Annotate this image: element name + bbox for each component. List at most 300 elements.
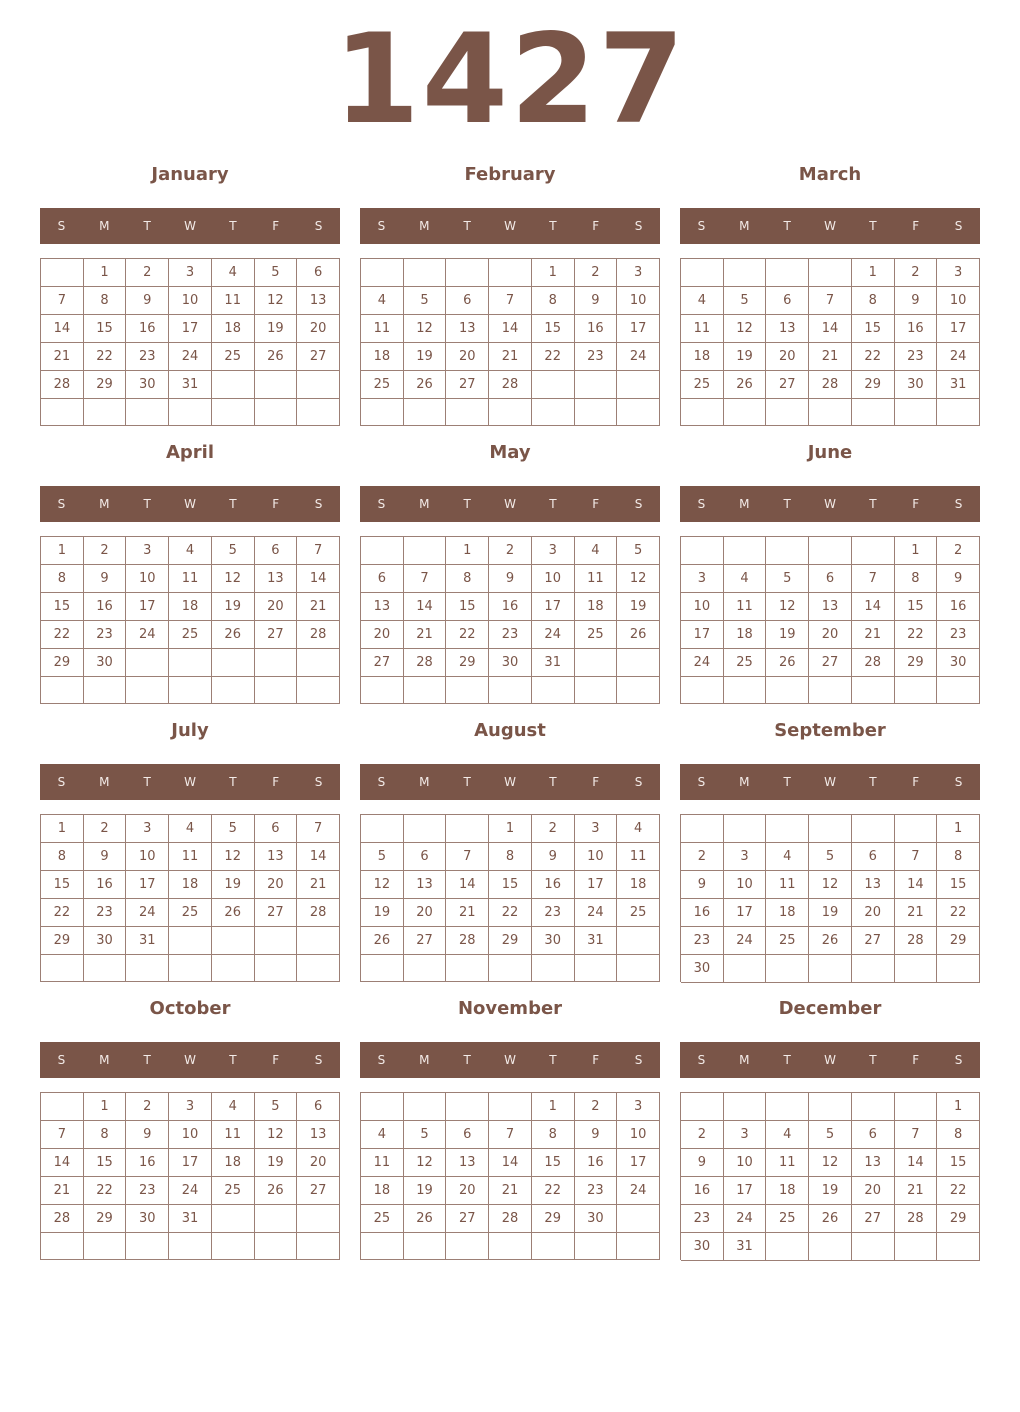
day-cell: 4 — [575, 537, 618, 565]
day-cell: 24 — [937, 343, 980, 371]
day-cell: 21 — [404, 621, 447, 649]
day-cell: 28 — [404, 649, 447, 677]
empty-day-cell — [126, 649, 169, 677]
day-cell: 11 — [212, 287, 255, 315]
day-cell: 23 — [126, 1177, 169, 1205]
day-cell: 11 — [766, 1149, 809, 1177]
empty-day-cell — [895, 955, 938, 983]
empty-day-cell — [895, 399, 938, 426]
day-cell: 23 — [84, 899, 127, 927]
weekday-label: T — [463, 1053, 471, 1067]
empty-day-cell — [297, 371, 340, 399]
day-cell: 4 — [724, 565, 767, 593]
day-cell: 2 — [681, 1121, 724, 1149]
empty-day-cell — [41, 1093, 84, 1121]
day-cell: 3 — [937, 259, 980, 287]
day-cell: 20 — [446, 1177, 489, 1205]
day-cell: 4 — [766, 843, 809, 871]
day-cell: 19 — [766, 621, 809, 649]
day-cell: 12 — [766, 593, 809, 621]
day-cell: 10 — [126, 565, 169, 593]
weekday-label: T — [463, 219, 471, 233]
day-cell: 17 — [724, 1177, 767, 1205]
day-cell: 15 — [84, 315, 127, 343]
day-cell: 4 — [212, 259, 255, 287]
empty-day-cell — [852, 1233, 895, 1261]
weekday-label: W — [824, 1053, 836, 1067]
day-cell: 5 — [809, 843, 852, 871]
day-cell: 13 — [297, 1121, 340, 1149]
day-cell: 30 — [126, 371, 169, 399]
weekday-label: F — [592, 1053, 600, 1067]
day-cell: 30 — [895, 371, 938, 399]
empty-day-cell — [404, 1093, 447, 1121]
day-cell: 12 — [617, 565, 660, 593]
empty-day-cell — [404, 815, 447, 843]
day-cell: 8 — [41, 565, 84, 593]
weekday-label: S — [954, 775, 963, 789]
day-cell: 25 — [212, 343, 255, 371]
day-cell: 28 — [895, 927, 938, 955]
day-cell: 21 — [297, 593, 340, 621]
day-cell: 3 — [617, 259, 660, 287]
empty-day-cell — [126, 1233, 169, 1260]
weekday-label: S — [954, 219, 963, 233]
day-cell: 10 — [126, 843, 169, 871]
day-cell: 16 — [895, 315, 938, 343]
day-cell: 4 — [361, 287, 404, 315]
day-cell: 27 — [852, 927, 895, 955]
weekday-label: S — [634, 1053, 643, 1067]
day-cell: 22 — [937, 899, 980, 927]
weekday-label: S — [697, 497, 706, 511]
weekday-label: T — [549, 219, 557, 233]
empty-day-cell — [617, 677, 660, 704]
day-cell: 29 — [446, 649, 489, 677]
empty-day-cell — [852, 1093, 895, 1121]
empty-day-cell — [617, 1233, 660, 1260]
day-cell: 9 — [126, 287, 169, 315]
day-cell: 10 — [532, 565, 575, 593]
empty-day-cell — [297, 1233, 340, 1260]
day-cell: 1 — [489, 815, 532, 843]
day-cell: 12 — [255, 1121, 298, 1149]
day-cell: 3 — [681, 565, 724, 593]
day-cell: 25 — [575, 621, 618, 649]
empty-day-cell — [724, 1093, 767, 1121]
day-cell: 13 — [766, 315, 809, 343]
weekday-label: F — [912, 1053, 920, 1067]
day-cell: 27 — [255, 621, 298, 649]
day-cell: 22 — [532, 1177, 575, 1205]
empty-day-cell — [361, 1093, 404, 1121]
empty-day-cell — [681, 537, 724, 565]
day-cell: 24 — [532, 621, 575, 649]
day-cell: 5 — [255, 1093, 298, 1121]
day-cell: 13 — [852, 1149, 895, 1177]
empty-day-cell — [532, 371, 575, 399]
empty-day-cell — [617, 399, 660, 426]
empty-day-cell — [169, 1233, 212, 1260]
day-grid — [40, 814, 340, 982]
day-cell: 10 — [575, 843, 618, 871]
day-cell: 14 — [41, 1149, 84, 1177]
day-cell: 21 — [41, 343, 84, 371]
empty-day-cell — [361, 955, 404, 982]
weekday-label: M — [419, 497, 430, 511]
day-cell: 8 — [446, 565, 489, 593]
day-cell: 29 — [532, 1205, 575, 1233]
day-cell: 3 — [126, 815, 169, 843]
weekday-label: T — [783, 497, 791, 511]
empty-day-cell — [852, 955, 895, 983]
day-cell: 16 — [681, 899, 724, 927]
day-cell: 20 — [404, 899, 447, 927]
day-cell: 8 — [937, 1121, 980, 1149]
day-cell: 23 — [575, 343, 618, 371]
day-cell: 4 — [169, 815, 212, 843]
day-cell: 23 — [489, 621, 532, 649]
day-cell: 5 — [212, 537, 255, 565]
day-cell: 27 — [361, 649, 404, 677]
weekday-label: F — [912, 219, 920, 233]
day-cell: 24 — [126, 899, 169, 927]
empty-day-cell — [617, 927, 660, 955]
day-cell: 9 — [532, 843, 575, 871]
weekday-label: M — [739, 497, 750, 511]
day-cell: 22 — [937, 1177, 980, 1205]
day-cell: 2 — [937, 537, 980, 565]
empty-day-cell — [681, 677, 724, 704]
day-cell: 2 — [126, 1093, 169, 1121]
day-cell: 26 — [809, 1205, 852, 1233]
day-cell: 17 — [169, 315, 212, 343]
day-cell: 18 — [212, 1149, 255, 1177]
empty-day-cell — [212, 649, 255, 677]
day-cell: 18 — [212, 315, 255, 343]
empty-day-cell — [212, 927, 255, 955]
day-cell: 31 — [169, 1205, 212, 1233]
empty-day-cell — [617, 649, 660, 677]
weekday-header — [680, 764, 980, 800]
day-cell: 22 — [84, 343, 127, 371]
day-cell: 19 — [212, 871, 255, 899]
day-cell: 14 — [297, 565, 340, 593]
day-cell: 27 — [297, 343, 340, 371]
month-name: March — [798, 164, 862, 185]
weekday-label: F — [912, 497, 920, 511]
day-cell: 10 — [724, 871, 767, 899]
day-cell: 20 — [766, 343, 809, 371]
empty-day-cell — [532, 677, 575, 704]
empty-day-cell — [361, 1233, 404, 1260]
day-cell: 26 — [766, 649, 809, 677]
empty-day-cell — [169, 677, 212, 704]
day-cell: 23 — [681, 927, 724, 955]
day-cell: 25 — [766, 1205, 809, 1233]
day-grid — [680, 536, 980, 704]
weekday-label: S — [314, 219, 323, 233]
weekday-label: T — [783, 775, 791, 789]
day-cell: 13 — [361, 593, 404, 621]
weekday-label: S — [57, 219, 66, 233]
day-cell: 2 — [575, 259, 618, 287]
day-cell: 1 — [532, 259, 575, 287]
empty-day-cell — [404, 399, 447, 426]
weekday-label: M — [739, 1053, 750, 1067]
day-cell: 4 — [766, 1121, 809, 1149]
day-grid — [40, 536, 340, 704]
day-cell: 26 — [255, 343, 298, 371]
day-cell: 29 — [84, 1205, 127, 1233]
empty-day-cell — [681, 1093, 724, 1121]
empty-day-cell — [895, 1233, 938, 1261]
day-cell: 22 — [532, 343, 575, 371]
empty-day-cell — [212, 1233, 255, 1260]
weekday-label: S — [634, 775, 643, 789]
day-cell: 1 — [84, 259, 127, 287]
day-cell: 8 — [937, 843, 980, 871]
day-cell: 2 — [575, 1093, 618, 1121]
day-cell: 1 — [446, 537, 489, 565]
day-cell: 12 — [212, 565, 255, 593]
empty-day-cell — [532, 1233, 575, 1260]
empty-day-cell — [809, 399, 852, 426]
weekday-label: S — [697, 219, 706, 233]
day-cell: 25 — [169, 899, 212, 927]
empty-day-cell — [852, 815, 895, 843]
month-name: April — [165, 442, 215, 463]
empty-day-cell — [852, 399, 895, 426]
day-grid — [360, 814, 660, 982]
day-cell: 26 — [212, 899, 255, 927]
day-cell: 28 — [895, 1205, 938, 1233]
empty-day-cell — [255, 1205, 298, 1233]
weekday-label: S — [634, 497, 643, 511]
day-grid — [680, 258, 980, 426]
day-cell: 5 — [617, 537, 660, 565]
empty-day-cell — [41, 399, 84, 426]
day-cell: 19 — [617, 593, 660, 621]
day-cell: 24 — [575, 899, 618, 927]
empty-day-cell — [297, 955, 340, 982]
day-cell: 19 — [404, 343, 447, 371]
day-cell: 5 — [809, 1121, 852, 1149]
empty-day-cell — [809, 677, 852, 704]
weekday-header — [360, 1042, 660, 1078]
day-cell: 20 — [297, 315, 340, 343]
day-cell: 28 — [41, 371, 84, 399]
weekday-label: S — [697, 775, 706, 789]
weekday-label: M — [99, 1053, 110, 1067]
empty-day-cell — [575, 399, 618, 426]
empty-day-cell — [895, 1093, 938, 1121]
day-cell: 7 — [895, 843, 938, 871]
day-cell: 2 — [895, 259, 938, 287]
month-name: June — [807, 442, 853, 463]
day-cell: 5 — [766, 565, 809, 593]
day-cell: 11 — [361, 1149, 404, 1177]
weekday-label: T — [869, 219, 877, 233]
day-cell: 27 — [446, 371, 489, 399]
empty-day-cell — [895, 815, 938, 843]
day-cell: 30 — [489, 649, 532, 677]
weekday-label: S — [57, 1053, 66, 1067]
day-cell: 24 — [617, 343, 660, 371]
day-cell: 1 — [41, 815, 84, 843]
empty-day-cell — [255, 649, 298, 677]
day-cell: 3 — [169, 1093, 212, 1121]
day-cell: 6 — [255, 537, 298, 565]
day-cell: 21 — [41, 1177, 84, 1205]
day-cell: 31 — [169, 371, 212, 399]
day-cell: 26 — [617, 621, 660, 649]
weekday-header — [360, 208, 660, 244]
day-cell: 4 — [681, 287, 724, 315]
day-cell: 6 — [404, 843, 447, 871]
day-cell: 19 — [255, 1149, 298, 1177]
day-cell: 2 — [84, 537, 127, 565]
day-cell: 23 — [681, 1205, 724, 1233]
day-cell: 17 — [724, 899, 767, 927]
weekday-label: S — [377, 497, 386, 511]
day-cell: 18 — [169, 871, 212, 899]
month-name: May — [489, 442, 531, 463]
weekday-label: M — [419, 775, 430, 789]
day-cell: 20 — [852, 899, 895, 927]
day-cell: 19 — [361, 899, 404, 927]
day-cell: 29 — [84, 371, 127, 399]
weekday-label: S — [57, 497, 66, 511]
weekday-label: T — [143, 497, 151, 511]
weekday-label: W — [184, 775, 196, 789]
day-cell: 30 — [681, 955, 724, 983]
day-cell: 26 — [404, 1205, 447, 1233]
month-name: February — [464, 164, 556, 185]
day-cell: 17 — [937, 315, 980, 343]
empty-day-cell — [297, 399, 340, 426]
day-cell: 1 — [852, 259, 895, 287]
day-cell: 17 — [681, 621, 724, 649]
day-cell: 17 — [169, 1149, 212, 1177]
day-cell: 26 — [255, 1177, 298, 1205]
day-cell: 5 — [404, 1121, 447, 1149]
weekday-label: T — [229, 219, 237, 233]
weekday-label: S — [697, 1053, 706, 1067]
weekday-label: T — [229, 1053, 237, 1067]
day-cell: 25 — [766, 927, 809, 955]
day-cell: 31 — [724, 1233, 767, 1261]
weekday-label: T — [549, 497, 557, 511]
empty-day-cell — [937, 955, 980, 983]
weekday-header — [40, 486, 340, 522]
empty-day-cell — [126, 399, 169, 426]
day-cell: 9 — [575, 287, 618, 315]
day-cell: 9 — [575, 1121, 618, 1149]
empty-day-cell — [297, 677, 340, 704]
year-title: 1427 — [333, 8, 687, 152]
day-cell: 15 — [446, 593, 489, 621]
day-cell: 11 — [766, 871, 809, 899]
day-cell: 13 — [809, 593, 852, 621]
day-cell: 12 — [404, 1149, 447, 1177]
day-cell: 30 — [575, 1205, 618, 1233]
weekday-label: M — [739, 775, 750, 789]
weekday-label: W — [184, 1053, 196, 1067]
weekday-label: W — [184, 497, 196, 511]
day-cell: 18 — [681, 343, 724, 371]
day-cell: 17 — [532, 593, 575, 621]
day-cell: 20 — [446, 343, 489, 371]
empty-day-cell — [617, 955, 660, 982]
empty-day-cell — [212, 1205, 255, 1233]
day-cell: 23 — [575, 1177, 618, 1205]
day-cell: 11 — [361, 315, 404, 343]
day-cell: 6 — [446, 1121, 489, 1149]
day-cell: 1 — [895, 537, 938, 565]
day-cell: 14 — [809, 315, 852, 343]
day-cell: 29 — [937, 927, 980, 955]
empty-day-cell — [212, 399, 255, 426]
day-cell: 30 — [84, 927, 127, 955]
empty-day-cell — [489, 955, 532, 982]
day-cell: 14 — [297, 843, 340, 871]
day-cell: 19 — [809, 899, 852, 927]
day-cell: 30 — [937, 649, 980, 677]
empty-day-cell — [297, 927, 340, 955]
day-grid — [680, 814, 980, 982]
empty-day-cell — [84, 399, 127, 426]
day-cell: 18 — [361, 343, 404, 371]
day-cell: 16 — [84, 593, 127, 621]
day-cell: 2 — [532, 815, 575, 843]
day-cell: 9 — [489, 565, 532, 593]
weekday-label: T — [783, 1053, 791, 1067]
day-cell: 10 — [937, 287, 980, 315]
empty-day-cell — [809, 1233, 852, 1261]
weekday-label: M — [99, 497, 110, 511]
empty-day-cell — [724, 259, 767, 287]
empty-day-cell — [84, 955, 127, 982]
empty-day-cell — [766, 259, 809, 287]
month-name: December — [778, 998, 882, 1019]
day-cell: 28 — [852, 649, 895, 677]
day-cell: 22 — [852, 343, 895, 371]
empty-day-cell — [681, 815, 724, 843]
day-cell: 5 — [404, 287, 447, 315]
day-cell: 1 — [937, 1093, 980, 1121]
weekday-label: F — [592, 775, 600, 789]
day-cell: 22 — [489, 899, 532, 927]
empty-day-cell — [937, 677, 980, 704]
weekday-label: T — [229, 775, 237, 789]
weekday-label: T — [143, 775, 151, 789]
day-cell: 7 — [809, 287, 852, 315]
day-cell: 19 — [404, 1177, 447, 1205]
day-cell: 25 — [617, 899, 660, 927]
day-cell: 7 — [404, 565, 447, 593]
day-cell: 5 — [212, 815, 255, 843]
day-cell: 23 — [895, 343, 938, 371]
day-cell: 26 — [404, 371, 447, 399]
day-cell: 25 — [212, 1177, 255, 1205]
empty-day-cell — [169, 399, 212, 426]
day-cell: 7 — [297, 537, 340, 565]
day-cell: 5 — [724, 287, 767, 315]
day-cell: 9 — [937, 565, 980, 593]
day-cell: 3 — [724, 843, 767, 871]
day-cell: 8 — [895, 565, 938, 593]
